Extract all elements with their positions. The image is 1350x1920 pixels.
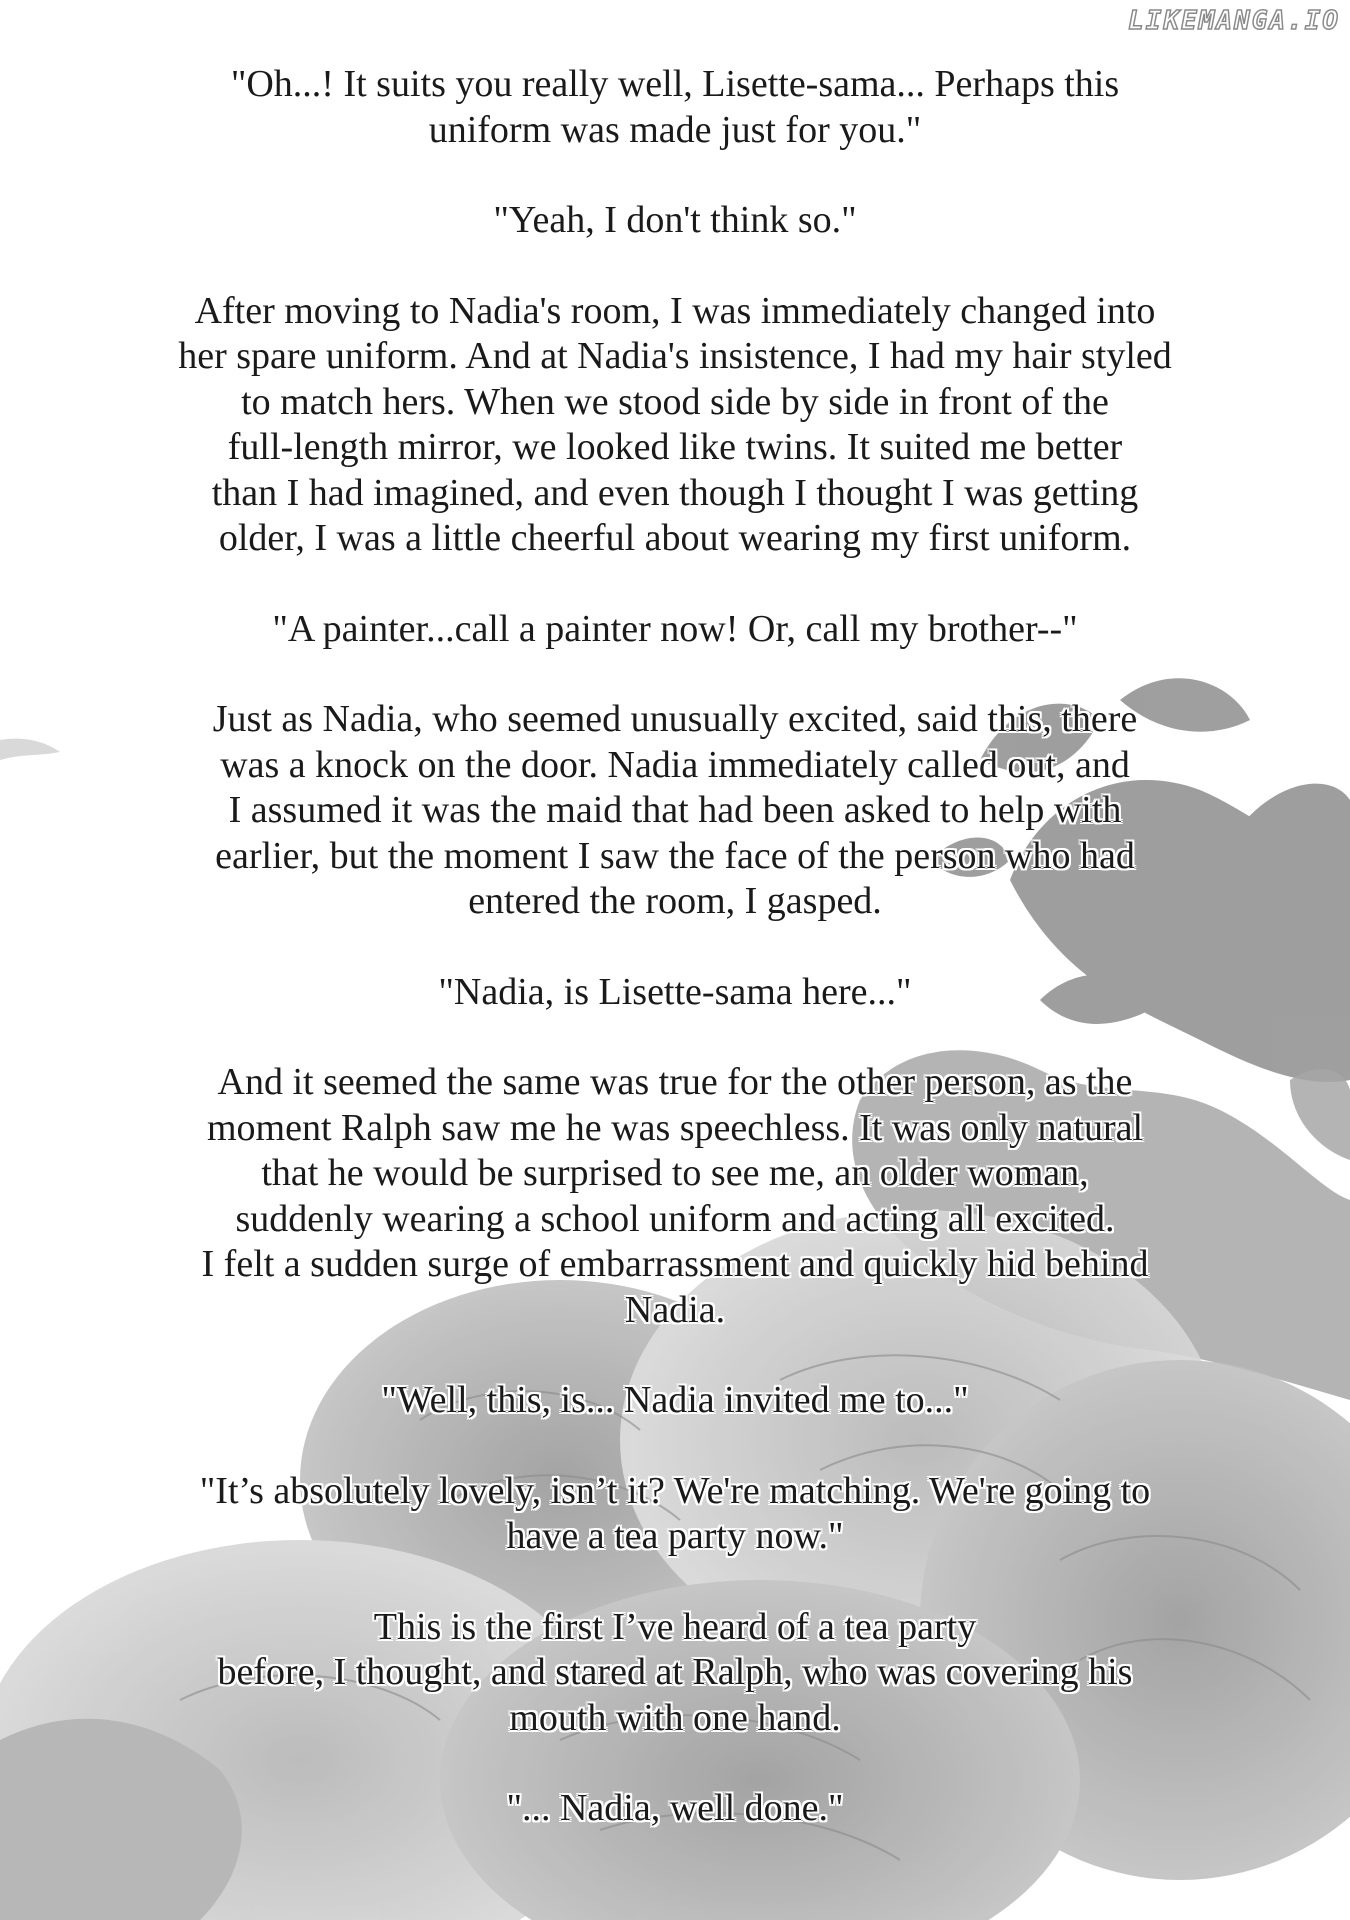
site-watermark: LIKEMANGA.IO bbox=[1128, 6, 1340, 36]
paragraph: "Well, this, is... Nadia invited me to..." bbox=[381, 1379, 969, 1421]
paragraph: And it seemed the same was true for the other person, as the moment Ralph saw me he was speechless. It was only natural that he would be surprised to see me, an older woman, suddenly wearing a school uniform and acting all excited. I felt a sudden surge of embarrassment and quickly hid behind Nadia. bbox=[201, 1061, 1149, 1331]
paragraph: "Nadia, is Lisette-sama here..." bbox=[438, 970, 912, 1013]
left-edge-petal-shape bbox=[0, 739, 60, 760]
paragraph: After moving to Nadia's room, I was immediately changed into her spare uniform. And at Nadia's insistence, I had my hair styled to match hers. When we stood side by side in front of the full-length mirror, we looked like twins. It suited me better than I had imagined, and even though I thought I was getting older, I was a little cheerful about wearing my first uniform. bbox=[178, 289, 1172, 559]
paragraph: "Yeah, I don't think so." bbox=[493, 199, 857, 241]
paragraph: "It’s absolutely lovely, isn’t it? We're matching. We're going to have a tea party now." bbox=[199, 1469, 1151, 1557]
novel-text-column bbox=[60, 62, 1290, 1877]
paragraph: Just as Nadia, who seemed unusually excited, said this, there was a knock on the door. Nadia immediately called out, and I assumed it was the maid that had been asked to help with earlier, but the moment I saw the face of the person who had entered the room, I gasped. bbox=[212, 698, 1138, 922]
paragraph: "Oh...! It suits you really well, Lisette-sama... Perhaps this uniform was made just for you." bbox=[230, 63, 1120, 151]
paragraph: "A painter...call a painter now! Or, call my brother--" bbox=[272, 607, 1078, 650]
paragraph: This is the first I’ve heard of a tea party before, I thought, and stared at Ralph, who was covering his mouth with one hand. bbox=[217, 1605, 1133, 1739]
paragraph: "... Nadia, well done." bbox=[506, 1787, 844, 1829]
